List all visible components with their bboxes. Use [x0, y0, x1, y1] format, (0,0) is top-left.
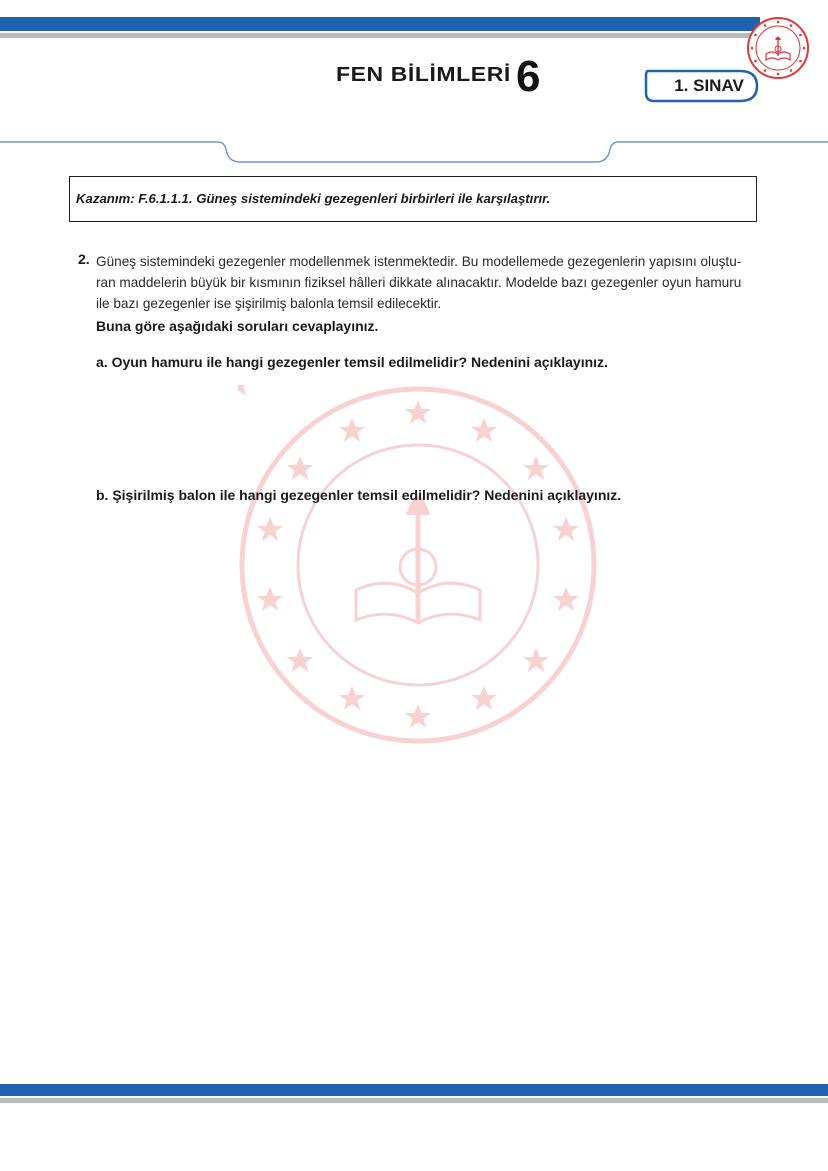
bottom-accent-bar: [0, 1084, 828, 1096]
sub-question-a: a. Oyun hamuru ile hangi gezegenler temsil edilmelidir? Nedenini açıklayınız.: [96, 354, 608, 370]
meb-watermark-icon: [238, 385, 598, 745]
top-accent-bar: [0, 17, 760, 31]
learning-outcome-box: [69, 176, 757, 222]
question-line: ran maddelerin büyük bir kısmının fiziksel hâlleri dikkate alınacaktır. Modelde bazı gezegenler oyun hamuru: [96, 275, 742, 290]
question-body: [96, 251, 758, 314]
sub-question-b: b. Şişirilmiş balon ile hangi gezegenler temsil edilmelidir? Nedenini açıklayınız.: [96, 487, 622, 503]
subject-title: FEN BİLİMLERİ: [336, 64, 511, 86]
question-number: 2.: [78, 251, 90, 267]
top-accent-stripe: [0, 33, 760, 38]
question-line: Güneş sistemindeki gezegenler modellenmek istenmektedir. Bu modellemede gezegenlerin yapısını oluştu-: [96, 254, 742, 269]
header-divider: [0, 135, 828, 167]
learning-outcome-text: Kazanım: F.6.1.1.1. Güneş sistemindeki gezegenleri birbirleri ile karşılaştırır.: [76, 191, 551, 206]
grade-number: 6: [516, 52, 541, 101]
question-line: ile bazı gezegenler ise şişirilmiş balonla temsil edilecektir.: [96, 296, 442, 311]
bottom-accent-stripe: [0, 1098, 828, 1103]
question-instruction: Buna göre aşağıdaki soruları cevaplayınız.: [96, 318, 379, 334]
exam-badge-label: 1. SINAV: [674, 76, 744, 95]
meb-logo-icon: [746, 16, 810, 80]
